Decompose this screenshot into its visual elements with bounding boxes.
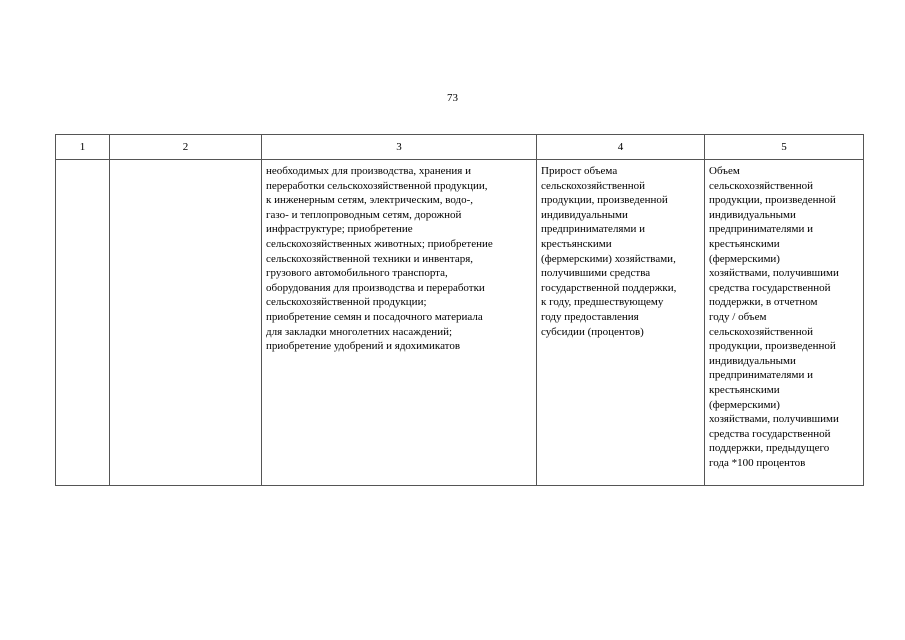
header-col-2: 2 <box>110 135 262 160</box>
cell-col-2 <box>110 160 262 486</box>
cell-text-line: индивидуальными <box>709 354 796 367</box>
cell-text-line: продукции, произведенной <box>709 194 836 207</box>
cell-col-3 <box>262 160 537 486</box>
cell-text-line: предпринимателями и <box>709 369 813 382</box>
cell-text-line: сельскохозяйственной <box>541 179 646 192</box>
header-col-3: 3 <box>262 135 537 160</box>
header-col-4: 4 <box>537 135 705 160</box>
cell-text-line: Прирост объема <box>541 165 618 177</box>
cell-text-line: сельскохозяйственной продукции; <box>266 296 427 309</box>
cell-text-line: к инженерным сетям, электрическим, водо-, <box>266 194 474 207</box>
cell-text-line: хозяйствами, получившими <box>709 413 839 426</box>
cell-text-line: инфраструктуре; приобретение <box>266 223 413 236</box>
header-col-5: 5 <box>705 135 864 160</box>
cell-text-line: году / объем <box>709 310 767 323</box>
cell-text-line: (фермерскими) <box>709 398 780 411</box>
cell-text-line: газо- и теплопроводным сетям, дорожной <box>266 208 462 221</box>
cell-text-line: продукции, произведенной <box>541 194 668 207</box>
cell-text-line: (фермерскими) <box>709 252 780 265</box>
indicator-table <box>55 134 864 486</box>
cell-text-line: грузового автомобильного транспорта, <box>266 267 448 280</box>
cell-text-line: году предоставления <box>541 310 639 323</box>
cell-col-4 <box>537 160 705 486</box>
cell-text-line: средства государственной <box>709 427 831 440</box>
cell-col-1 <box>56 160 110 486</box>
cell-text-line: (фермерскими) хозяйствами, <box>541 252 676 265</box>
cell-text-line: предпринимателями и <box>541 223 645 236</box>
cell-text-line: к году, предшествующему <box>541 296 664 309</box>
cell-text-line: индивидуальными <box>541 208 628 221</box>
cell-text-line: Объем <box>709 165 740 177</box>
cell-text-line: предпринимателями и <box>709 223 813 236</box>
table-header-row <box>56 135 864 160</box>
cell-text-line: государственной поддержки, <box>541 281 677 294</box>
cell-text-line: продукции, произведенной <box>709 340 836 353</box>
cell-text-line: приобретение удобрений и ядохимикатов <box>266 340 461 353</box>
cell-text-line: субсидии (процентов) <box>541 325 644 338</box>
cell-col-5 <box>705 160 864 486</box>
cell-text-line: крестьянскими <box>541 237 612 250</box>
cell-text-line: года *100 процентов <box>709 456 806 469</box>
cell-text-line: средства государственной <box>709 281 831 294</box>
cell-text-line: поддержки, в отчетном <box>709 296 818 309</box>
cell-text-line: поддержки, предыдущего <box>709 442 830 455</box>
cell-text-line: сельскохозяйственных животных; приобретение <box>266 237 493 250</box>
cell-text-line: переработки сельскохозяйственной продукции, <box>266 179 488 192</box>
cell-text-line: крестьянскими <box>709 237 780 250</box>
cell-text-line: индивидуальными <box>709 208 796 221</box>
cell-text-line: сельскохозяйственной <box>709 179 814 192</box>
header-col-1: 1 <box>56 135 110 160</box>
cell-text-line: сельскохозяйственной техники и инвентаря, <box>266 252 474 265</box>
cell-text-line: оборудования для производства и переработки <box>266 281 485 294</box>
cell-text-line: приобретение семян и посадочного материала <box>266 310 483 323</box>
cell-text-line: необходимых для производства, хранения и <box>266 165 471 177</box>
cell-text-line: крестьянскими <box>709 383 780 396</box>
cell-text-line: получившими средства <box>541 267 651 280</box>
cell-text-line: для закладки многолетних насаждений; <box>266 325 453 338</box>
cell-text-line: хозяйствами, получившими <box>709 267 839 280</box>
table-row <box>56 160 864 486</box>
cell-text-line: сельскохозяйственной <box>709 325 814 338</box>
page-number: 73 <box>447 92 458 104</box>
